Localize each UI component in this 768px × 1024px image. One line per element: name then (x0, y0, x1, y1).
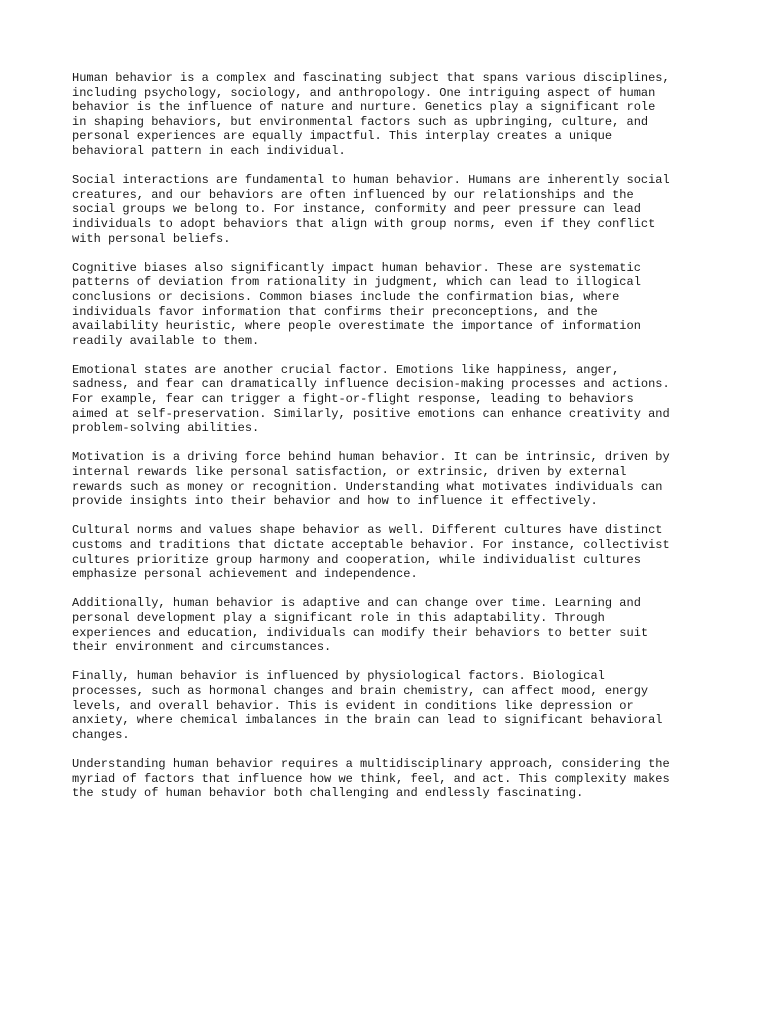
paragraph-nature-nurture: Human behavior is a complex and fascinating subject that spans various disciplines, including psychology, sociology, and anthropology. One intriguing aspect of human behavior is the influence of nature and nurture. Genetics play a significant role in shaping behaviors, but environmental factors such as upbringing, culture, and personal experiences are equally impactful. This interplay creates a unique behavioral pattern in each individual. (72, 71, 670, 158)
paragraph-social-interactions: Social interactions are fundamental to human behavior. Humans are inherently social creatures, and our behaviors are often influenced by our relationships and the social groups we belong to. For instance, conformity and peer pressure can lead individuals to adopt behaviors that align with group norms, even if they conflict with personal beliefs. (72, 173, 670, 246)
paragraph-emotional-states: Emotional states are another crucial factor. Emotions like happiness, anger, sadness, and fear can dramatically influence decision-making processes and actions. For example, fear can trigger a fight-or-flight response, leading to behaviors aimed at self-preservation. Similarly, positive emotions can enhance creativity and problem-solving abilities. (72, 362, 670, 436)
paragraph-conclusion: Understanding human behavior requires a multidisciplinary approach, considering the myriad of factors that influence how we think, feel, and act. This complexity makes the study of human behavior both challenging and endlessly fascinating. (72, 756, 670, 801)
paragraph-physiological-factors: Finally, human behavior is influenced by physiological factors. Biological processes, such as hormonal changes and brain chemistry, can affect mood, energy levels, and overall behavior. This is evident in conditions like depression or anxiety, where chemical imbalances in the brain can lead to significant behavioral changes. (72, 669, 663, 742)
paragraph-adaptability: Additionally, human behavior is adaptive and can change over time. Learning and personal development play a significant role in this adaptability. Through experiences and education, individuals can modify their behaviors to better suit their environment and circumstances. (72, 596, 649, 655)
paragraph-motivation: Motivation is a driving force behind human behavior. It can be intrinsic, driven by internal rewards like personal satisfaction, or extrinsic, driven by external rewards such as money or recognition. Understanding what motivates individuals can provide insights into their behavior and how to influence it effectively. (72, 450, 670, 509)
paragraph-cultural-norms: Cultural norms and values shape behavior as well. Different cultures have distinct customs and traditions that dictate acceptable behavior. For instance, collectivist cultures prioritize group harmony and cooperation, while individualist cultures emphasize personal achievement and independence. (72, 523, 670, 582)
document-body (72, 71, 712, 815)
paragraph-cognitive-biases: Cognitive biases also significantly impact human behavior. These are systematic patterns of deviation from rationality in judgment, which can lead to illogical conclusions or decisions. Common biases include the confirmation bias, where individuals favor information that confirms their preconceptions, and the availability heuristic, where people overestimate the importance of information readily available to them. (72, 260, 641, 348)
